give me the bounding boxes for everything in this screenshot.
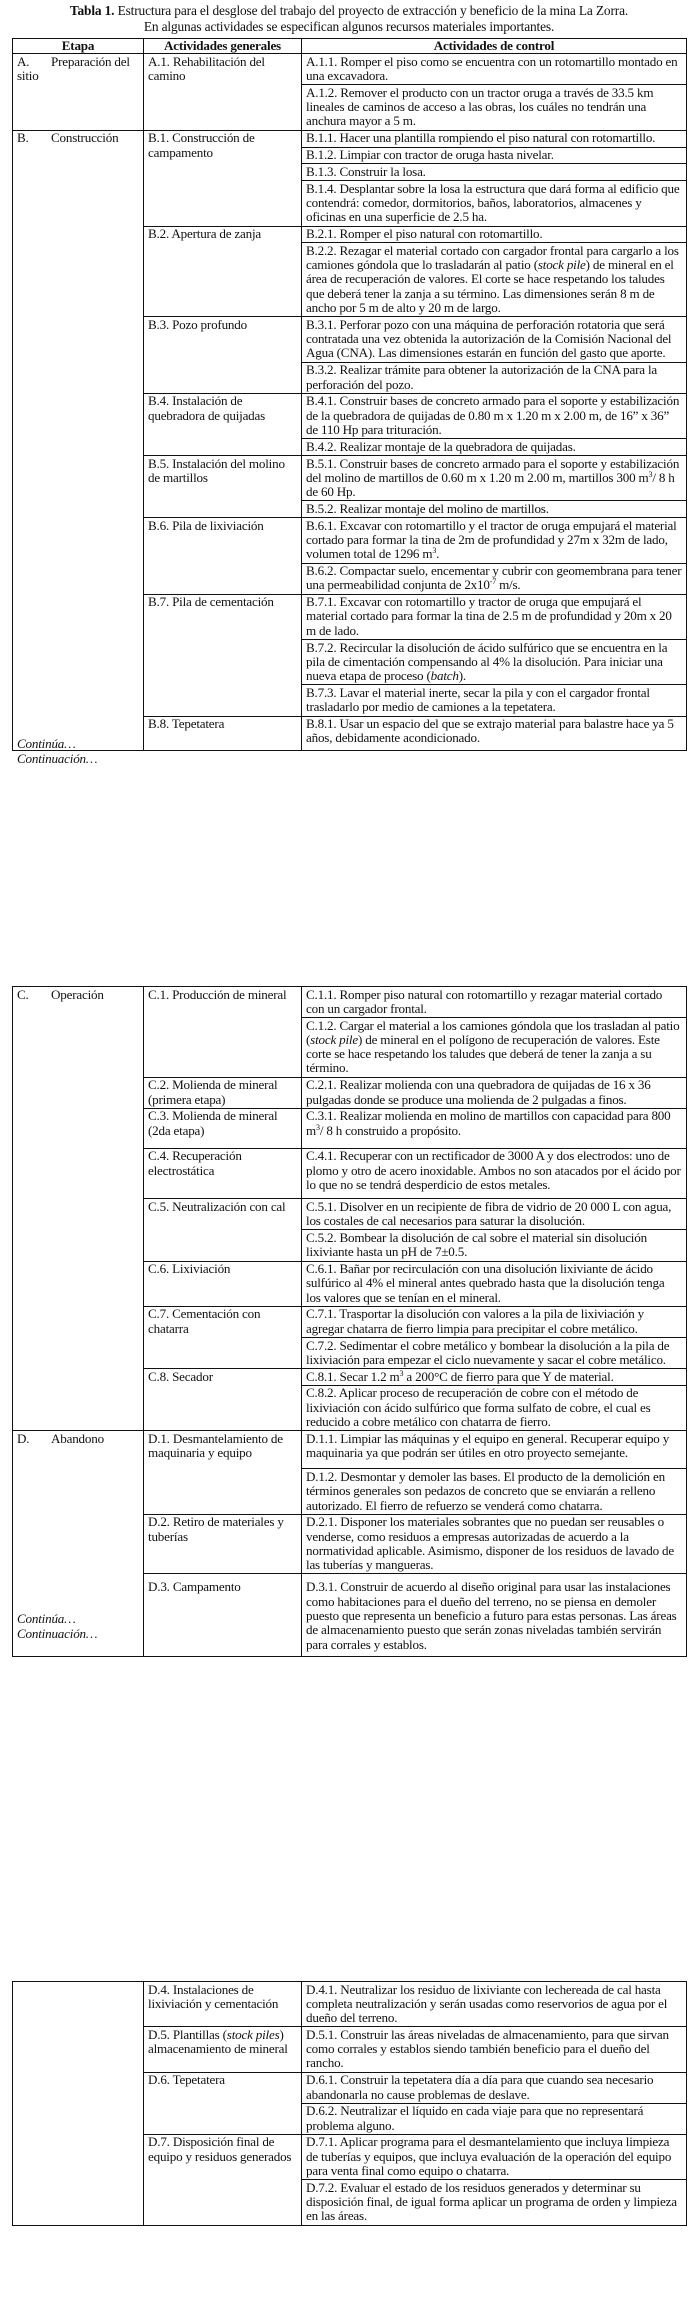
control-d61: D.6.1. Construir la tepetatera día a día para que cuando sea necesario abandonarla no cause problemas de deslave. [302,2072,687,2103]
stage-d-continued [13,1982,144,2226]
control-c52: C.5.2. Bombear la disolución de cal sobre el material sin disolución lixiviante hasta un pH de 7±0.5. [302,1230,687,1261]
control-c61: C.6.1. Bañar por recirculación con una disolución lixiviante de ácido sulfúrico al 4% el mineral antes quebrado hasta que la disolución tenga los valores que se tenían en el mineral. [302,1261,687,1306]
activity-d3: D.3. Campamento [144,1574,302,1656]
control-b32: B.3.2. Realizar trámite para obtener la autorización de la CNA para la perforación del pozo. [302,362,687,393]
control-b42: B.4.2. Realizar montaje de la quebradora de quijadas. [302,439,687,456]
activity-c7: C.7. Cementación con chatarra [144,1306,302,1368]
stage-a: A. Preparación del sitio [13,54,144,130]
header-generales: Actividades generales [144,39,302,54]
control-a11: A.1.1. Romper el piso como se encuentra con un rotomartillo montado en una excavadora. [302,54,687,85]
activity-c6: C.6. Lixiviación [144,1261,302,1306]
control-b11: B.1.1. Hacer una plantilla rompiendo el piso natural con rotomartillo. [302,130,687,147]
control-b13: B.1.3. Construir la losa. [302,164,687,181]
continuation-note: Continúa… Continuación… [17,735,98,766]
control-b22: B.2.2. Rezagar el material cortado con cargador frontal para cargarlo a los camiones góndola que lo trasladarán al patio (stock pile) de mineral en el área de recuperación de valores. El corte se hace respetando los taludes que deberá tener la zanja a su término. Las dimensiones serán 8 m de ancho por 5 m de alto y 20 m de largo. [302,243,687,317]
stage-b: B. Construcción Continúa… Continuación… [13,130,144,750]
activity-b6: B.6. Pila de lixiviación [144,518,302,594]
control-c21: C.2.1. Realizar molienda con una quebradora de quijadas de 16 x 36 pulgadas donde se produce una molienda de 2 pulgadas a finos. [302,1077,687,1108]
control-b71: B.7.1. Excavar con rotomartillo y tractor de oruga que empujará el material cortado para formar la tina de 2.5 m de profundidad y 20m x 20 m de lado. [302,594,687,639]
activity-b5: B.5. Instalación del molino de martillos [144,456,302,518]
activity-b8: B.8. Tepetatera [144,716,302,750]
control-b52: B.5.2. Realizar montaje del molino de martillos. [302,501,687,518]
activity-d4: D.4. Instalaciones de lixiviación y cementación [144,1982,302,2027]
control-b73: B.7.3. Lavar el material inerte, secar la pila y con el cargador frontal trasladarlo por medio de camiones a la tepetatera. [302,685,687,716]
control-d21: D.2.1. Disponer los materiales sobrantes que no puedan ser reusables o venderse, como residuos a empresas autorizadas de acuerdo a la normatividad aplicable. Asimismo, disponer de los residuos de lavado de las tuberías y mangueras. [302,1514,687,1574]
caption-line2: En algunas actividades se especifican algunos recursos materiales importantes. [143,18,555,34]
activity-b7: B.7. Pila de cementación [144,594,302,716]
header-row [13,39,687,54]
control-b51: B.5.1. Construir bases de concreto armado para el soporte y estabilización del molino de martillos de 0.60 m x 1.20 m 2.00 m, martillos 300 $m^3/$ 8 h de 60 Hp. [302,456,687,501]
stage-d: D. Abandono Continúa… Continuación… [13,1431,144,1657]
activity-c2: C.2. Molienda de mineral (primera etapa) [144,1077,302,1108]
activity-d5: D.5. Plantillas (stock piles) almacenamiento de mineral [144,2027,302,2072]
continuation-note-d: Continúa… Continuación… [17,1611,98,1642]
control-c82: C.8.2. Aplicar proceso de recuperación de cobre con el método de lixiviación con ácido sulfúrico que forma sulfato de cobre, el cual es reducido a cobre metálico con chatarra de fierro. [302,1385,687,1430]
stage-c: C. Operación [13,987,144,1431]
control-d12: D.1.2. Desmontar y demoler las bases. El producto de la demolición en términos generales son pedazos de concreto que se enviarán a relleno autorizado. El fierro de refuerzo se venderá como chatarra. [302,1469,687,1514]
activity-b3: B.3. Pozo profundo [144,317,302,393]
control-c51: C.5.1. Disolver en un recipiente de fibra de vidrio de 20 000 L con agua, los costales de cal necesarios para saturar la disolución. [302,1199,687,1230]
control-c31: C.3.1. Realizar molienda en molino de martillos con capacidad para 800 $m^3/$ 8 h construido a propósito. [302,1108,687,1148]
activity-c8: C.8. Secador [144,1369,302,1431]
activity-b1: B.1. Construcción de campamento [144,130,302,226]
wbs-table-part-3 [12,1981,687,2226]
activity-c5: C.5. Neutralización con cal [144,1199,302,1261]
control-c72: C.7.2. Sedimentar el cobre metálico y bombear la disolución a la pila de lixiviación para empezar el ciclo nuevamente y sacar el cobre metálico. [302,1338,687,1369]
activity-a1: A.1. Rehabilitación del camino [144,54,302,130]
activity-d2: D.2. Retiro de materiales y tuberías [144,1514,302,1574]
activity-d6: D.6. Tepetatera [144,2072,302,2134]
control-d71: D.7.1. Aplicar programa para el desmantelamiento que incluya limpieza de tuberías y equipos, que incluya evaluación de la operación del equipo para venta final como equipo o chatarra. [302,2134,687,2179]
caption-line1: Estructura para el desglose del trabajo del proyecto de extracción y beneficio de la mina La Zorra. [114,3,629,18]
header-control: Actividades de control [302,39,687,54]
control-d72: D.7.2. Evaluar el estado de los residuos generados y determinar su disposición final, de igual forma aplicar un programa de orden y limpieza en las áreas. [302,2180,687,2225]
control-c12: C.1.2. Cargar el material a los camiones góndola que los trasladan al patio (stock pile) de mineral en el polígono de recuperación de valores. Este corte se hace respetando los taludes que deberá de tener la zanja a su término. [302,1018,687,1078]
control-d11: D.1.1. Limpiar las máquinas y el equipo en general. Recuperar equipo y maquinaria ya que podrán ser útiles en otro proyecto semejante. [302,1431,687,1469]
activity-c1: C.1. Producción de mineral [144,987,302,1078]
activity-d1: D.1. Desmantelamiento de maquinaria y equipo [144,1431,302,1514]
activity-c4: C.4. Recuperación electrostática [144,1148,302,1198]
activity-b4: B.4. Instalación de quebradora de quijadas [144,393,302,455]
control-b31: B.3.1. Perforar pozo con una máquina de perforación rotatoria que será contratada una vez obtenida la autorización de la Comisión Nacional del Agua (CNA). Las dimensiones estarán en función del gasto que aporte. [302,317,687,362]
table-row [13,130,687,147]
control-b41: B.4.1. Construir bases de concreto armado para el soporte y estabilización de la quebradora de quijadas de 0.80 m x 1.20 m x 2.00 m, de 16” x 36” de 110 Hp para trituración. [302,393,687,438]
control-c71: C.7.1. Trasportar la disolución con valores a la pila de lixiviación y agregar chatarra de fierro limpia para precipitar el cobre metálico. [302,1306,687,1337]
table-caption [0,3,698,34]
control-b61: B.6.1. Excavar con rotomartillo y el tractor de oruga empujará el material cortado para formar la tina de 2m de profundidad y 27m x 32m de lado, volumen total de 1296 $m^3$. [302,518,687,563]
control-b72: B.7.2. Recircular la disolución de ácido sulfúrico que se encuentra en la pila de cimentación compensando al 4% la disolución. Para iniciar una nueva etapa de proceso (batch). [302,640,687,685]
wbs-table-part-1 [12,38,687,766]
control-b21: B.2.1. Romper el piso natural con rotomartillo. [302,226,687,243]
control-b12: B.1.2. Limpiar con tractor de oruga hasta nivelar. [302,147,687,164]
control-c81: C.8.1. Secar 1.2 $m^3$ a 200°C de fierro para que Y de material. [302,1369,687,1386]
control-b81: B.8.1. Usar un espacio del que se extrajo material para balastre hace ya 5 años, debidamente acondicionado. [302,716,687,750]
control-d62: D.6.2. Neutralizar el líquido en cada viaje para que no representará problema alguno. [302,2103,687,2134]
activity-d7: D.7. Disposición final de equipo y residuos generados [144,2134,302,2225]
control-d31: D.3.1. Construir de acuerdo al diseño original para usar las instalaciones como habitaciones para el dueño del terreno, no se piensa en demoler puesto que representa un beneficio a futuro para estas personas. Las áreas de almacenamiento puesto que serán zonas niveladas también servirán para corrales y establos. [302,1574,687,1656]
wbs-table-part-2 [12,986,687,1657]
header-etapa: Etapa [13,39,144,54]
caption-label: Tabla 1. [69,3,115,18]
control-a12: A.1.2. Remover el producto con un tractor oruga a través de 33.5 km lineales de caminos de acceso a las obras, los cuáles no tendrán una anchura mayor a 5 m. [302,85,687,130]
control-c41: C.4.1. Recuperar con un rectificador de 3000 A y dos electrodos: uno de plomo y otro de acero inoxidable. Ambos no son atacados por el ácido por lo que no se tendrá desperdicio de estos metales. [302,1148,687,1198]
control-d41: D.4.1. Neutralizar los residuo de lixiviante con lechereada de cal hasta completa neutralización y serán usadas como reservorios de agua por el dueño del terreno. [302,1982,687,2027]
table-row [13,54,687,85]
control-c11: C.1.1. Romper piso natural con rotomartillo y rezagar material cortado con un cargador frontal. [302,987,687,1018]
control-b62: B.6.2. Compactar suelo, encementar y cubrir con geomembrana para tener una permeabilidad conjunta de $2x10^{-7}$ m/s. [302,563,687,594]
activity-c3: C.3. Molienda de mineral (2da etapa) [144,1108,302,1148]
activity-b2: B.2. Apertura de zanja [144,226,302,317]
control-b14: B.1.4. Desplantar sobre la losa la estructura que dará forma al edificio que contendrá: comedor, dormitorios, baños, laboratorios, almacenes y oficinas en una superficie de 2.5 ha. [302,181,687,226]
control-d51: D.5.1. Construir las áreas niveladas de almacenamiento, para que sirvan como corrales y establos siendo también beneficio para el dueño del rancho. [302,2027,687,2072]
